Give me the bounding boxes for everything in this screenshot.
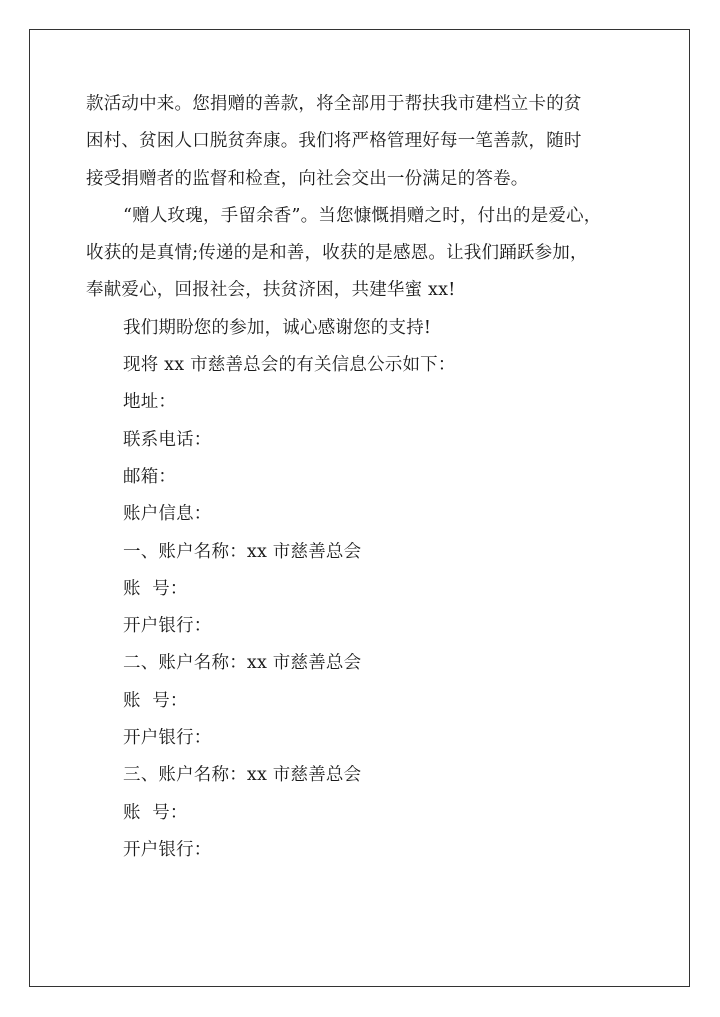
body-line: 收获的是真情;传递的是和善，收获的是感恩。让我们踊跃参加，	[86, 243, 588, 264]
account-number-1: 账 号：	[123, 578, 188, 599]
account-number-2: 账 号：	[123, 690, 188, 711]
document-body	[86, 86, 646, 869]
account-name-2: 二、账户名称：xx 市慈善总会	[123, 653, 362, 674]
body-line: 我们期盼您的参加，诚心感谢您的支持!	[123, 317, 432, 338]
account-name-1: 一、账户名称：xx 市慈善总会	[123, 541, 362, 562]
body-line: 困村、贫困人口脱贫奔康。我们将严格管理好每一笔善款，随时	[86, 131, 582, 152]
bank-3: 开户银行：	[123, 839, 212, 860]
body-line: 现将 xx 市慈善总会的有关信息公示如下：	[123, 355, 456, 376]
account-info-heading: 账户信息：	[123, 504, 212, 525]
body-line: 接受捐赠者的监督和检查，向社会交出一份满足的答卷。	[86, 168, 529, 189]
email-label: 邮箱：	[123, 466, 177, 487]
bank-2: 开户银行：	[123, 728, 212, 749]
body-line: 款活动中来。您捐赠的善款，将全部用于帮扶我市建档立卡的贫	[86, 94, 582, 114]
account-name-3: 三、账户名称：xx 市慈善总会	[123, 765, 362, 786]
bank-1: 开户银行：	[123, 616, 212, 637]
phone-label: 联系电话：	[123, 429, 212, 450]
body-line: “赠人玫瑰，手留余香”。当您慷慨捐赠之时，付出的是爱心，	[123, 205, 602, 226]
account-number-3: 账 号：	[123, 802, 188, 823]
address-label: 地址：	[123, 392, 177, 413]
body-line: 奉献爱心，回报社会，扶贫济困，共建华蜜 xx!	[86, 280, 456, 301]
